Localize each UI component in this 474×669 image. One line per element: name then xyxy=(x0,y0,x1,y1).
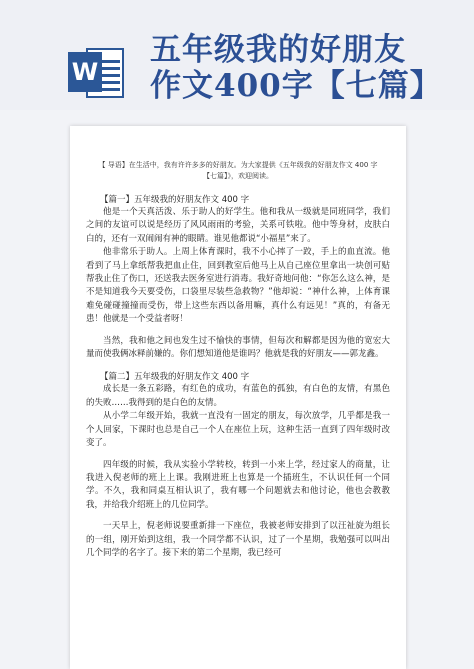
title-line-1: 五年级我的好朋友 xyxy=(150,32,406,68)
essay-2-heading: 【篇二】五年级我的好朋友作文 400 字 xyxy=(100,372,250,383)
word-letter: W xyxy=(68,52,102,92)
essay-2-paragraph-1: 成长是一条五彩路，有红色的成功，有蓝色的孤独，有白色的友情，有黑色的失败……我得到的是白色的友情。 xyxy=(86,384,390,408)
essay-1-paragraph-3: 当然，我和他之间也发生过不愉快的事情，但每次和解都是因为他的宽宏大量而使我俩冰释前嫌的。你们想知道他是谁吗？他就是我的好朋友——郭龙鑫。 xyxy=(86,335,390,360)
document-page xyxy=(70,126,406,669)
essay-2-paragraph-3: 四年级的时候，我从实验小学转校，转到一小来上学，经过家人的商量，让我进入倪老师的班上上课。我刚进班上也算是一个插班生，不认识任何一个同学。不久，我和同桌互相认识了，我有哪一个问题就去和他讨论，他也会教教我，并给我介绍班上的几位同学。 xyxy=(86,459,390,510)
essay-2-paragraph-4: 一天早上，倪老师说要重新排一下座位，我被老师安排到了以汪祉旋为组长的一组，刚开始到这组，我一个同学都不认识，过了一个星期，我勉强可以叫出几个同学的名字了。接下来的第二个星期，我已经可 xyxy=(86,521,390,558)
guide-text: 【 导语】在生活中，我有许许多多的好朋友。为大家提供《五年级我的好朋友作文 400 字【七篇】》，欢迎阅读。 xyxy=(98,161,378,180)
essay-2-paragraph-2: 从小学二年级开始，我就一直没有一固定的朋友，每次放学，几乎都是我一个人回家，下课时也总是自己一个人在座位上玩，这种生活一直到了四年级时改变了。 xyxy=(86,411,390,449)
title-line-2: 作文400字【七篇】 xyxy=(150,68,442,104)
essay-1-paragraph-2: 他非常乐于助人。上周上体育课时，我不小心摔了一跤，手上的血直流。他看到了马上拿纸帮我把血止住，回到教室后他马上从自己座位里拿出一块创可贴帮我止住了伤口，还送我去医务室进行消毒。我好奇地问他：“你怎么这么神，是不是知道我今天要受伤，口袋里尽装些急救物？”他却说：“神什么神，上体育课难免碰碰撞撞而受伤，带上这些东西以备用嘛，真什么有远见！”真的，有备无患！他就是一个受益者呀！ xyxy=(86,247,390,325)
word-icon xyxy=(68,42,124,102)
title-banner xyxy=(0,0,474,110)
essay-1-paragraph-1: 他是一个天真活泼、乐于助人的好学生。他和我从一级就是同班同学，我们之间的友谊可以说是经历了风风雨雨的考验，关系可铁啦。他中等身材，皮肤白白的，还有一双闹闹有神的眼睛。谁见他都说“小福星”来了。 xyxy=(86,207,390,244)
essay-1-heading: 【篇一】五年级我的好朋友作文 400 字 xyxy=(100,195,250,205)
document-body xyxy=(86,160,390,560)
page-title xyxy=(150,32,460,104)
